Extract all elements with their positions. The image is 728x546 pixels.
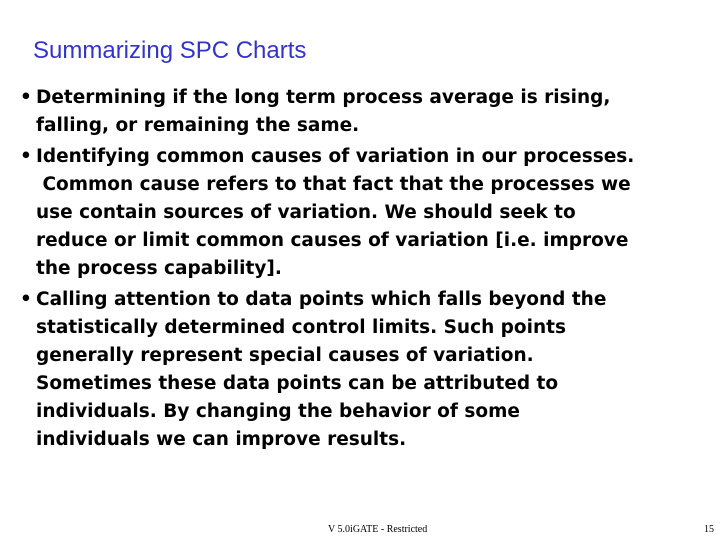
bullet-line: Identifying common causes of variation in our processes. (36, 146, 635, 167)
bullet-item (20, 143, 710, 283)
bullet-line: statistically determined control limits. Such points (36, 317, 566, 338)
page-number: 15 (704, 524, 714, 535)
bullet-item (20, 84, 710, 140)
bullet-line: Determining if the long term process average is rising, (36, 87, 611, 108)
bullet-marker: • (20, 289, 32, 310)
slide-title: Summarizing SPC Charts (33, 37, 307, 64)
footer-label: V 5.0iGATE - Restricted (328, 524, 428, 535)
bullet-line: falling, or remaining the same. (36, 115, 360, 136)
bullet-item (20, 286, 710, 454)
bullet-line: individuals we can improve results. (36, 429, 407, 450)
bullet-line: Calling attention to data points which falls beyond the (36, 289, 607, 310)
bullet-line: the process capability]. (36, 258, 282, 279)
bullet-marker: • (20, 87, 32, 108)
bullet-line: individuals. By changing the behavior of some (36, 401, 520, 422)
bullet-line: generally represent special causes of variation. (36, 345, 534, 366)
bullet-line: use contain sources of variation. We should seek to (36, 202, 576, 223)
bullet-marker: • (20, 146, 32, 167)
bullet-line: Common cause refers to that fact that the processes we (36, 174, 631, 195)
bullet-line: reduce or limit common causes of variation [i.e. improve (36, 230, 629, 251)
bullet-line: Sometimes these data points can be attributed to (36, 373, 559, 394)
bullet-list (20, 84, 710, 457)
